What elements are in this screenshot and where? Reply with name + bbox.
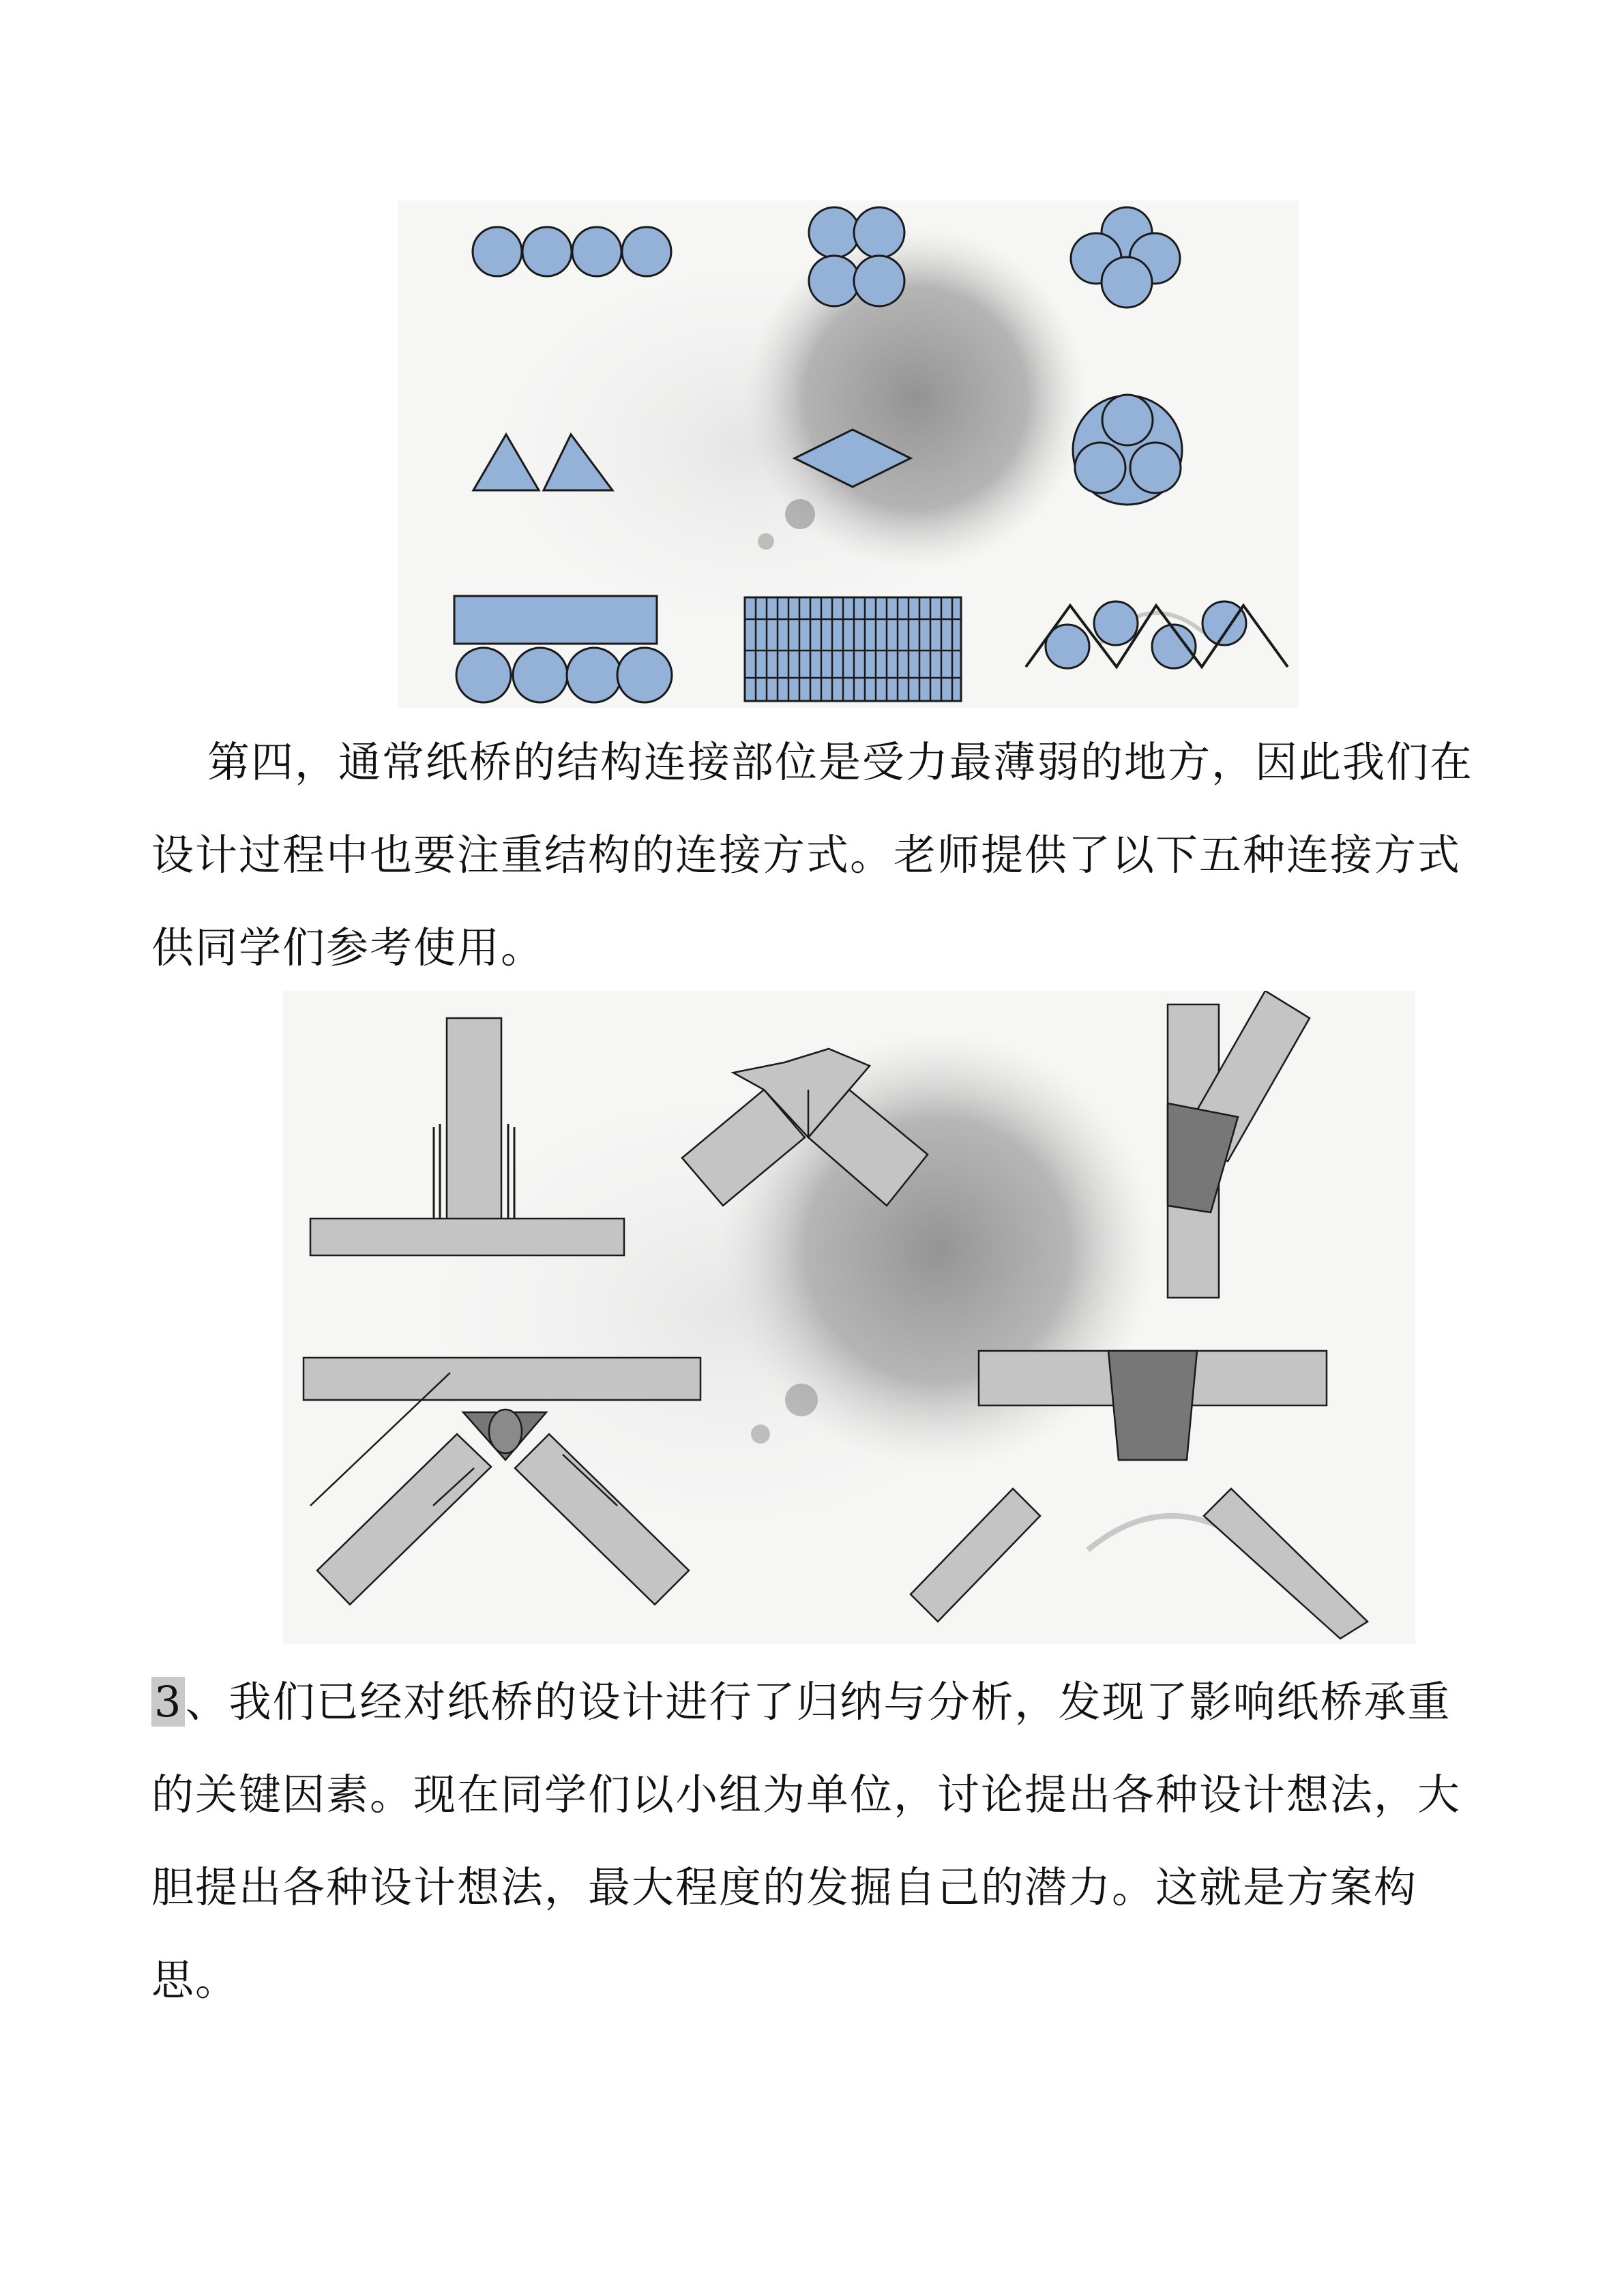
three-circles-in-circle [1073,395,1182,505]
paragraph-line [151,1656,1488,1748]
paragraph-line: 供同学们参考使用。 [151,923,545,972]
item-number: 3 [151,1677,185,1727]
bundled-strips [745,597,961,701]
paragraph-line: 思。 [151,1955,239,2005]
paragraph-joint-methods [151,716,1488,994]
joint-connections-figure [283,991,1415,1644]
shape-combinations-figure [398,200,1299,708]
paragraph-design-ideas [151,1656,1488,2027]
paragraph-line: 胆提出各种设计想法，最大程度的发掘自己的潜力。这就是方案构 [151,1862,1418,1912]
paragraph-line: 的关键因素。现在同学们以小组为单位，讨论提出各种设计想法，大 [151,1770,1462,1819]
paragraph-line-text: 、我们已经对纸桥的设计进行了归纳与分析，发现了影响纸桥承重 [185,1677,1451,1727]
paragraph-line: 第四，通常纸桥的结构连接部位是受力最薄弱的地方，因此我们在 [207,737,1474,787]
paragraph-line: 设计过程中也要注重结构的连接方式。老师提供了以下五种连接方式 [151,830,1462,880]
